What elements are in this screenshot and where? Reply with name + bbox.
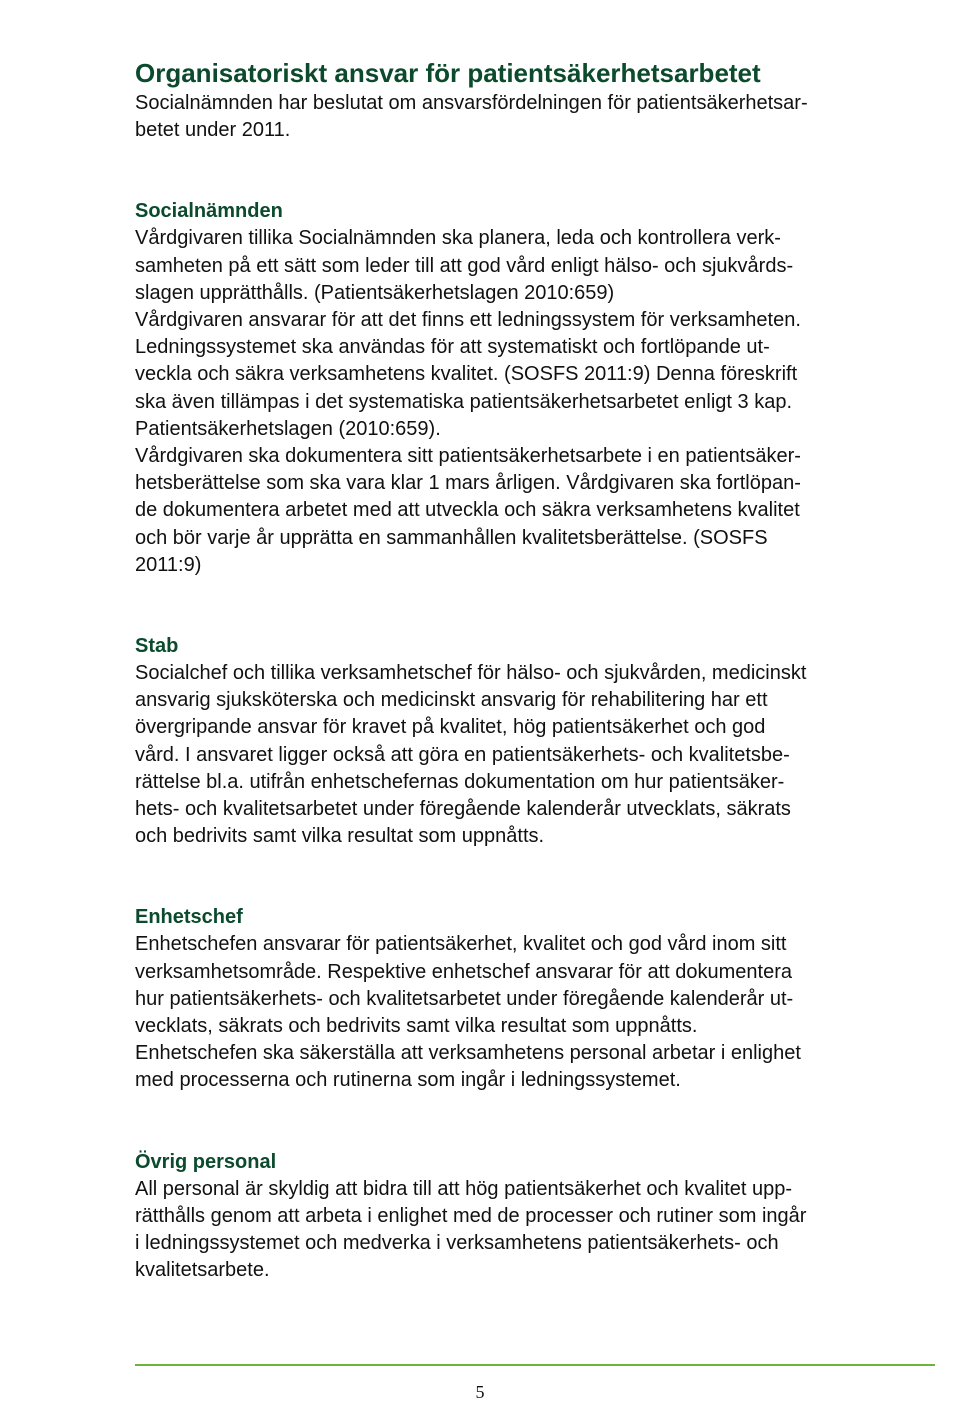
body-line: Enhetschefen ansvarar för patientsäkerhet, kvalitet och god vård inom sitt [135,933,787,956]
section-heading: Socialnämnden [135,200,283,223]
page-number: 5 [475,1382,485,1402]
body-line: 2011:9) [135,553,202,576]
intro-line: betet under 2011. [135,119,291,142]
document-page [135,56,935,1285]
section-heading: Övrig personal [135,1150,277,1173]
body-line: övergripande ansvar för kravet på kvalitet, hög patientsäkerhet och god [135,716,766,739]
section-heading: Enhetschef [135,906,243,929]
page-title: Organisatoriskt ansvar för patientsäkerhetsarbetet [135,58,761,88]
intro-paragraph [135,90,935,144]
body-line: rätthålls genom att arbeta i enlighet med de processer och rutiner som ingår [135,1204,807,1227]
spacer [135,1095,935,1149]
body-line: hets- och kvalitetsarbetet under föregående kalenderår utvecklats, säkrats [135,798,791,821]
body-line: samheten på ett sätt som leder till att god vård enligt hälso- och sjukvårds- [135,254,794,277]
body-line: Socialchef och tillika verksamhetschef för hälso- och sjukvården, medicinskt [135,662,807,685]
body-line: ska även tillämpas i det systematiska patientsäkerhetsarbetet enligt 3 kap. [135,390,793,413]
spacer [135,579,935,633]
spacer [135,850,935,904]
section-ovrig-personal [135,1149,935,1285]
body-line: Ledningssystemet ska användas för att systematiskt och fortlöpande ut- [135,336,770,359]
body-line: hetsberättelse som ska vara klar 1 mars årligen. Vårdgivaren ska fortlöpan- [135,472,801,495]
body-line: slagen upprätthålls. (Patientsäkerhetslagen 2010:659) [135,281,615,304]
body-line: rättelse bl.a. utifrån enhetschefernas dokumentation om hur patientsäker- [135,770,785,793]
body-line: och bedrivits samt vilka resultat som uppnåtts. [135,825,545,848]
body-line: Vårdgivaren ska dokumentera sitt patientsäkerhetsarbete i en patientsäker- [135,445,801,468]
body-line: i ledningssystemet och medverka i verksamhetens patientsäkerhets- och [135,1232,779,1255]
body-line: vecklats, säkrats och bedrivits samt vilka resultat som uppnåtts. [135,1015,698,1038]
body-line: All personal är skyldig att bidra till att hög patientsäkerhet och kvalitet upp- [135,1177,793,1200]
body-line: Enhetschefen ska säkerställa att verksamhetens personal arbetar i enlighet [135,1042,801,1065]
body-line: ansvarig sjuksköterska och medicinskt ansvarig för rehabilitering har ett [135,689,768,712]
body-line: hur patientsäkerhets- och kvalitetsarbetet under föregående kalenderår ut- [135,987,794,1010]
body-line: Vårdgivaren tillika Socialnämnden ska planera, leda och kontrollera verk- [135,227,781,250]
section-socialnamnden [135,198,935,579]
footer-rule [135,1364,935,1366]
body-line: och bör varje år upprätta en sammanhållen kvalitetsberättelse. (SOSFS [135,526,768,549]
body-line: Vårdgivaren ansvarar för att det finns ett ledningssystem för verksamheten. [135,309,801,332]
section-enhetschef [135,904,935,1094]
body-line: veckla och säkra verksamhetens kvalitet. (SOSFS 2011:9) Denna föreskrift [135,363,798,386]
body-line: de dokumentera arbetet med att utveckla och säkra verksamhetens kvalitet [135,499,800,522]
section-heading: Stab [135,635,179,658]
body-line: med processerna och rutinerna som ingår i ledningssystemet. [135,1069,681,1092]
spacer [135,144,935,198]
body-line: vård. I ansvaret ligger också att göra en patientsäkerhets- och kvalitetsbe- [135,743,790,766]
body-line: kvalitetsarbete. [135,1259,270,1282]
body-line: Patientsäkerhetslagen (2010:659). [135,417,441,440]
body-line: verksamhetsområde. Respektive enhetschef ansvarar för att dokumentera [135,960,792,983]
intro-line: Socialnämnden har beslutat om ansvarsfördelningen för patientsäkerhetsar- [135,92,808,114]
section-stab [135,633,935,850]
